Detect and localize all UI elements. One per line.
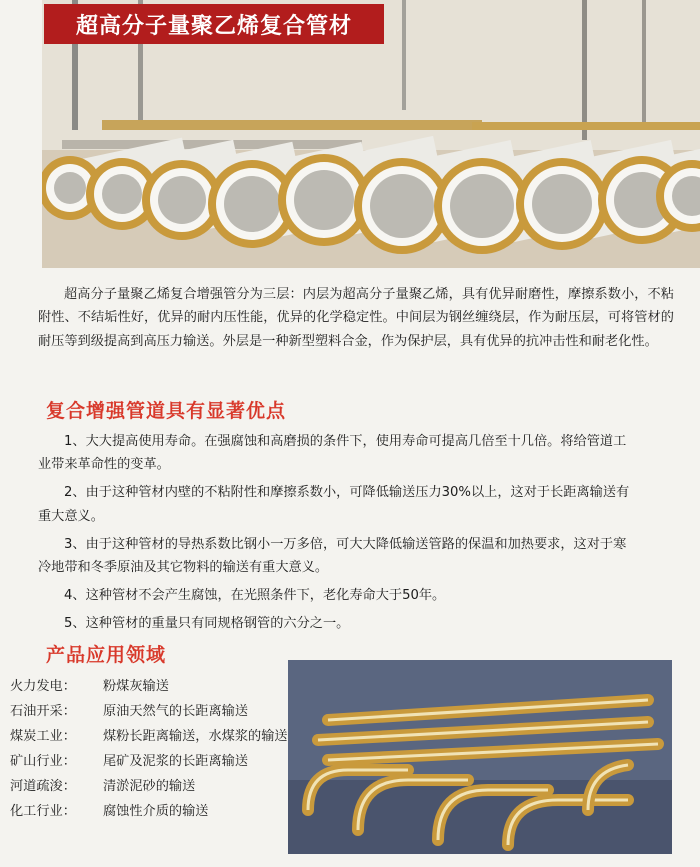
page-title: 超高分子量聚乙烯复合管材	[44, 4, 384, 44]
advantage-item-5: 5、这种管材的重量只有同规格钢管的六分之一。	[64, 616, 350, 632]
application-desc: 粉煤灰输送	[103, 679, 169, 694]
pipe-bore	[102, 174, 142, 214]
bent-pipes-illustration	[288, 660, 672, 854]
pipe-bore	[450, 174, 514, 238]
application-row	[10, 774, 310, 799]
application-field: 火力发电：	[10, 679, 76, 694]
applications-heading: 产品应用领域	[46, 644, 167, 666]
application-row	[10, 699, 310, 724]
application-field: 矿山行业：	[10, 754, 76, 769]
pipe-bore	[158, 176, 206, 224]
application-desc: 煤粉长距离输送，水煤浆的输送	[103, 729, 288, 744]
advantage-item-4: 4、这种管材不会产生腐蚀，在光照条件下，老化寿命大于50年。	[64, 588, 446, 604]
application-desc: 原油天然气的长距离输送	[103, 704, 249, 719]
bottom-pipe-photo	[288, 660, 672, 854]
applications-list	[10, 674, 310, 824]
application-row	[10, 799, 310, 824]
advantage-item-1: 1、大大提高使用寿命。在强腐蚀和高磨损的条件下，使用寿命可提高几倍至十几倍。将给管道工业带来革命性的变革。	[38, 434, 627, 473]
application-row	[10, 674, 310, 699]
pipe-bore	[54, 172, 86, 204]
application-field: 河道疏浚：	[10, 779, 76, 794]
application-row	[10, 724, 310, 749]
intro-paragraph: 超高分子量聚乙烯复合增强管分为三层：内层为超高分子量聚乙烯，具有优异耐磨性，摩擦系数小，不粘附性、不结垢性好，优异的耐内压性能，优异的化学稳定性。中间层为钢丝缠绕层，作为耐压层，可将管材的耐压等到级提高到高压力输送。外层是一种新型塑料合金，作为保护层，具有优异的抗冲击性和耐老化性。	[38, 287, 674, 349]
application-desc: 腐蚀性介质的输送	[103, 804, 209, 819]
pipe-bore	[370, 174, 434, 238]
advantages-list	[38, 430, 638, 641]
pipe-bore	[224, 176, 280, 232]
advantage-item-3: 3、由于这种管材的导热系数比钢小一万多倍，可大大降低输送管路的保温和加热要求，这对于寒冷地带和冬季原油及其它物料的输送有重大意义。	[38, 536, 627, 576]
application-field: 煤炭工业：	[10, 729, 76, 744]
pipe-bore	[532, 174, 592, 234]
application-desc: 清淤泥砂的输送	[103, 779, 196, 794]
advantage-item-2: 2、由于这种管材内壁的不粘附性和摩擦系数小，可降低输送压力30%以上，这对于长距离输送有重大意义。	[38, 485, 630, 524]
application-field: 石油开采：	[10, 704, 76, 719]
application-desc: 尾矿及泥浆的长距离输送	[103, 754, 249, 769]
application-field: 化工行业：	[10, 804, 76, 819]
advantages-heading: 复合增强管道具有显著优点	[46, 400, 287, 422]
application-row	[10, 749, 310, 774]
pipe-bore	[294, 170, 354, 230]
